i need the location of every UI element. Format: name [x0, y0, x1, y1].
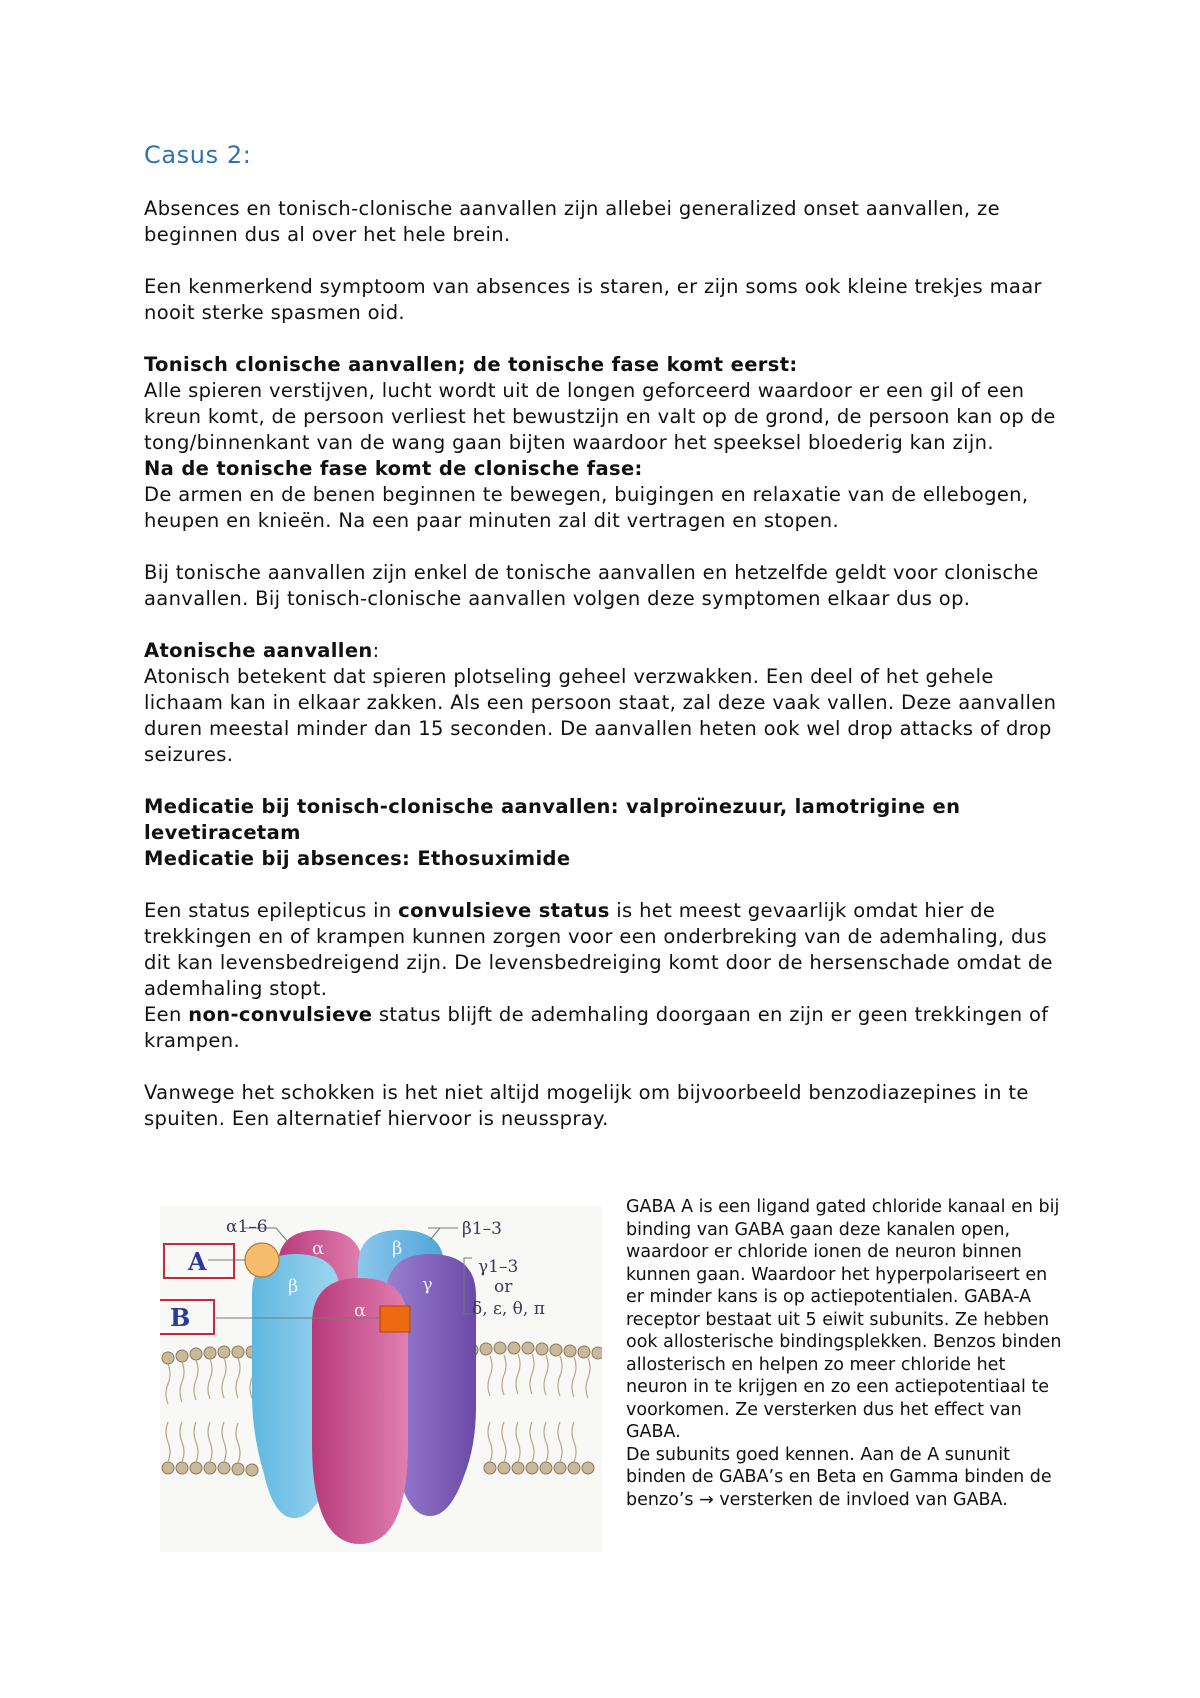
label-subunit-beta-left: β — [288, 1276, 299, 1297]
paragraph-intro: Absences en tonisch-clonische aanvallen zijn allebei generalized onset aanvallen, ze beginnen dus al over het hele brein. — [144, 197, 1000, 246]
gaba-binding-site — [245, 1243, 279, 1277]
heading-clonic-phase: Na de tonische fase komt de clonische fase: — [144, 457, 643, 480]
label-gamma-range: γ1–3 — [478, 1257, 519, 1277]
heading-atonic: Atonische aanvallen: — [144, 639, 380, 662]
heading-tonic-phase: Tonisch clonische aanvallen; de tonische fase komt eerst: — [144, 353, 798, 376]
medication-absences: Medicatie bij absences: Ethosuximide — [144, 847, 571, 870]
label-beta-range: β1–3 — [462, 1219, 502, 1239]
gaba-section — [160, 1196, 1060, 1556]
label-or: or — [494, 1277, 513, 1297]
paragraph-tonic-only: Bij tonische aanvallen zijn enkel de tonische aanvallen en hetzelfde geldt voor clonische aanvallen. Bij tonisch-clonische aanvallen volgen deze symptomen elkaar dus op. — [144, 561, 1039, 610]
gaba-receptor-figure — [160, 1206, 602, 1552]
benzo-binding-site — [380, 1306, 410, 1332]
label-other-subunits: δ, ε, θ, π — [472, 1299, 545, 1319]
gaba-paragraph: GABA A is een ligand gated chloride kanaal en bij binding van GABA gaan deze kanalen open, waardoor er chloride ionen de neuron binnen kunnen gaan. Waardoor het hyperpolariseert en er minder kans is op actiepotentialen. GABA-A receptor bestaat uit 5 eiwit subunits. Ze hebben ook allosterische bindingsplekken. Benzos binden allosterisch en helpen zo meer chloride het neuron in te krijgen en zo een actiepotentiaal te voorkomen. Ze versterken dus het effect van GABA. — [626, 1197, 1062, 1442]
medication-tonic-clonic: Medicatie bij tonisch-clonische aanvallen: valproïnezuur, lamotrigine en levetiracetam — [144, 795, 961, 844]
label-box-a: A — [188, 1247, 207, 1276]
paragraph-absences: Een kenmerkend symptoom van absences is staren, er zijn soms ook kleine trekjes maar nooit sterke spasmen oid. — [144, 275, 1042, 324]
document-body — [144, 140, 1064, 1132]
paragraph-tonic-phase: Alle spieren verstijven, lucht wordt uit de longen geforceerd waardoor er een gil of een kreun komt, de persoon verliest het bewustzijn en valt op de grond, de persoon kan op de tong/binnenkant van de wang gaan bijten waardoor het speeksel bloederig kan zijn. — [144, 379, 1056, 454]
label-box-b: B — [170, 1303, 191, 1332]
page-title: Casus 2: — [144, 141, 252, 169]
paragraph-nasal-spray: Vanwege het schokken is het niet altijd mogelijk om bijvoorbeeld benzodiazepines in te spuiten. Een alternatief hiervoor is neusspray. — [144, 1081, 1029, 1130]
label-subunit-beta-back: β — [392, 1238, 403, 1259]
paragraph-convulsive-status: Een status epilepticus in convulsieve status is het meest gevaarlijk omdat hier de trekkingen en of krampen kunnen zorgen voor een onderbreking van de ademhaling, dus dit kan levensbedreigend zijn. De levensbedreiging komt door de hersenschade omdat de ademhaling stopt. — [144, 899, 1053, 1000]
label-subunit-gamma: γ — [422, 1274, 433, 1295]
paragraph-clonic-phase: De armen en de benen beginnen te bewegen, buigingen en relaxatie van de ellebogen, heupen en knieën. Na een paar minuten zal dit vertragen en stopen. — [144, 483, 1029, 532]
label-alpha-range: α1–6 — [226, 1217, 268, 1237]
paragraph-nonconvulsive-status: Een non-convulsieve status blijft de ademhaling doorgaan en zijn er geen trekkingen of krampen. — [144, 1003, 1049, 1052]
label-subunit-alpha-back: α — [312, 1238, 325, 1259]
gaba-description — [626, 1196, 1066, 1511]
label-subunit-alpha-front: α — [354, 1300, 367, 1321]
paragraph-atonic: Atonisch betekent dat spieren plotseling geheel verzwakken. Een deel of het gehele lichaam kan in elkaar zakken. Als een persoon staat, zal deze vaak vallen. Deze aanvallen duren meestal minder dan 15 seconden. De aanvallen heten ook wel drop attacks of drop seizures. — [144, 665, 1057, 766]
gaba-subunits-note: De subunits goed kennen. Aan de A sununit binden de GABA’s en Beta en Gamma binden de benzo’s → versterken de invloed van GABA. — [626, 1444, 1052, 1510]
